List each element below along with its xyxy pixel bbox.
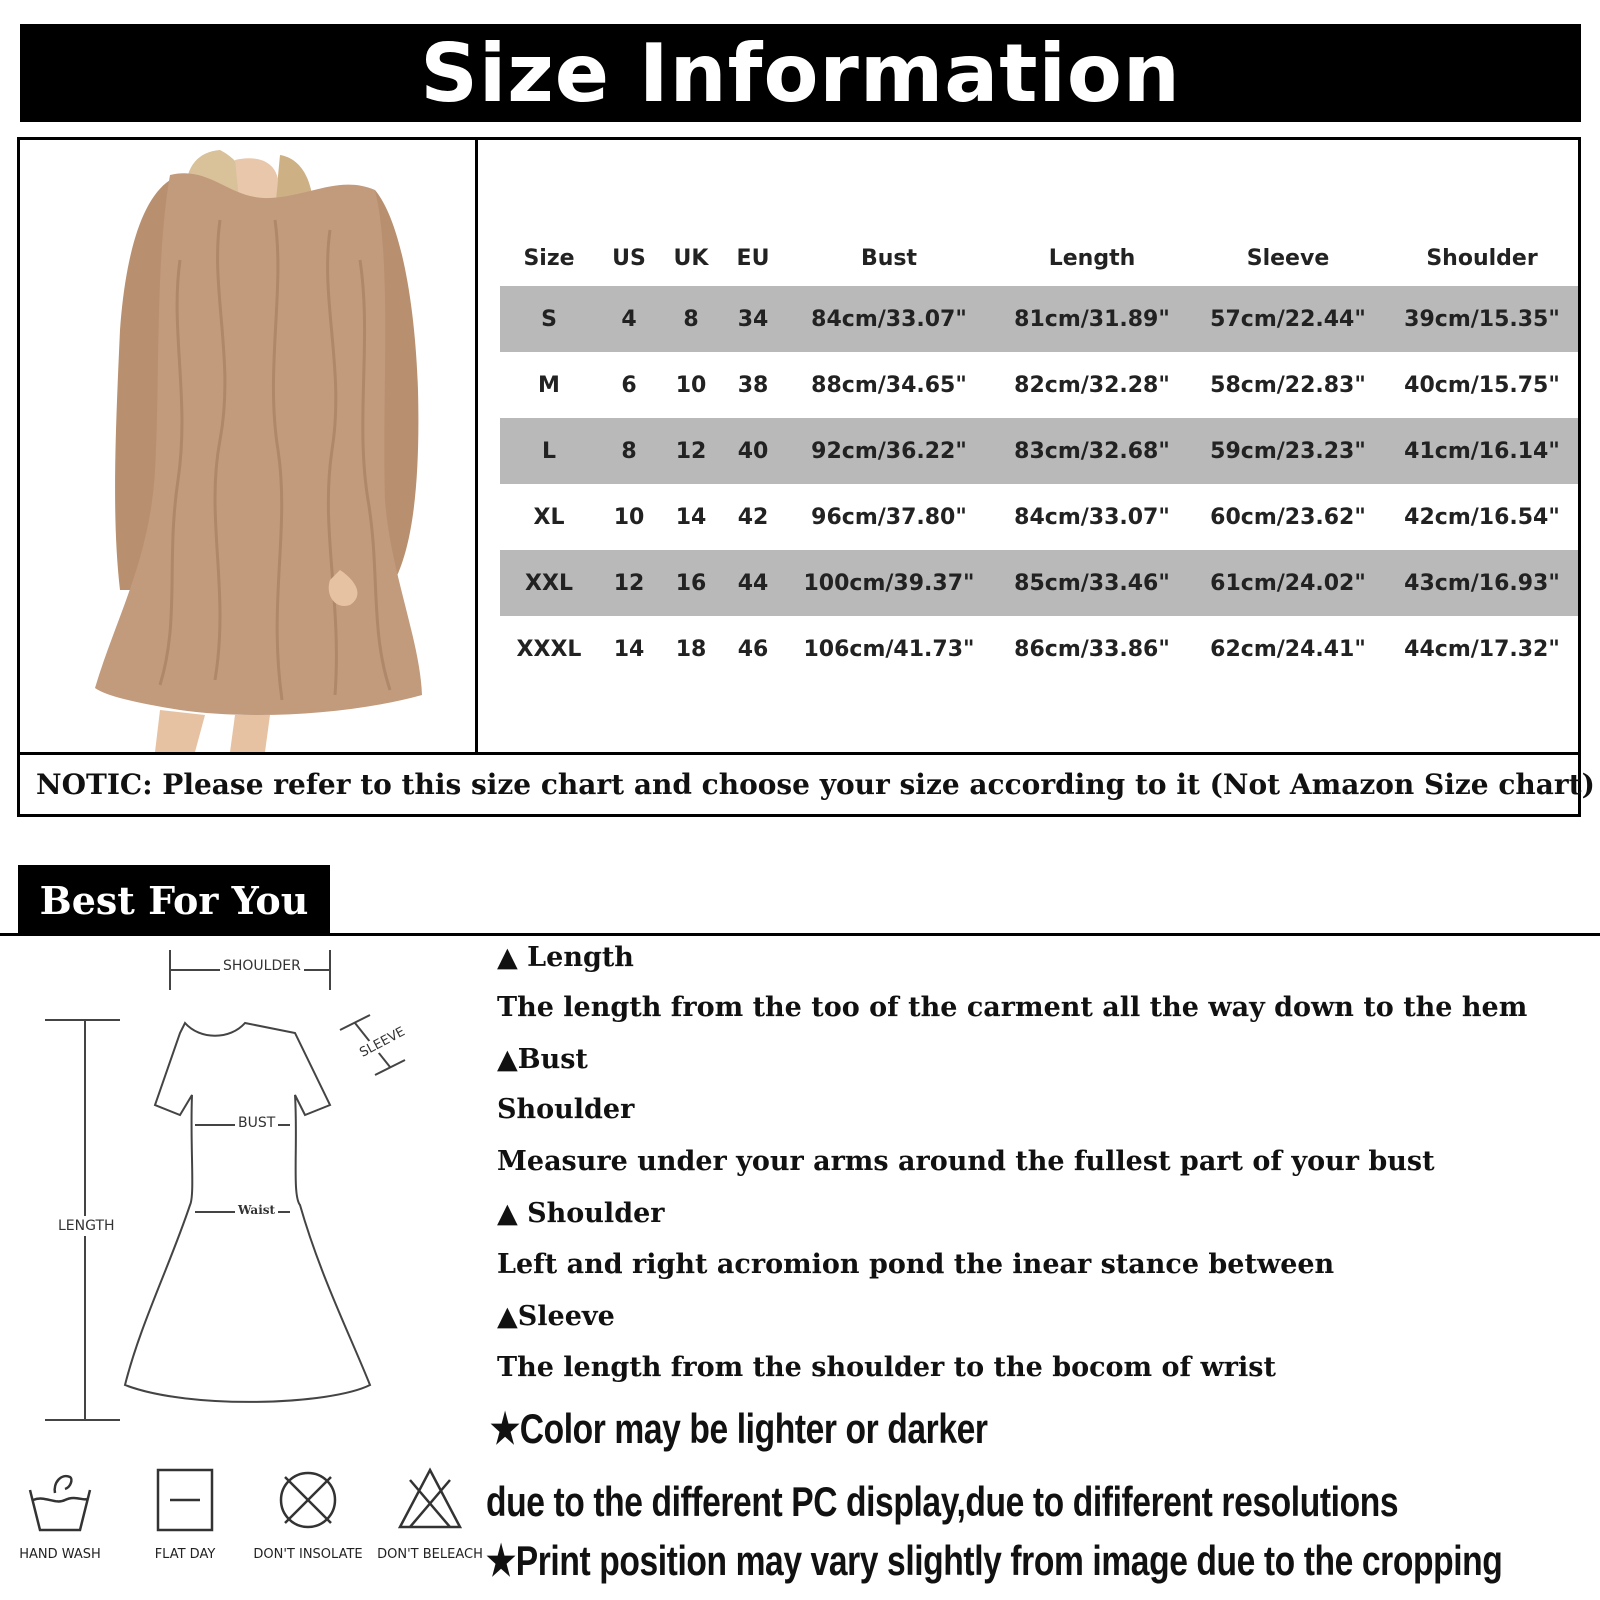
flat-dry-icon: [150, 1520, 220, 1539]
column-header: Size: [523, 245, 575, 271]
note-bust-text: Measure under your arms around the fullest part of your bust: [497, 1146, 1435, 1177]
table-cell: 44cm/17.32": [1404, 636, 1560, 662]
table-row: [500, 286, 1578, 352]
table-cell: 42: [737, 504, 769, 530]
table-cell: 92cm/36.22": [811, 438, 967, 464]
table-cell: 12: [613, 570, 645, 596]
table-cell: 46: [737, 636, 769, 662]
table-cell: 44: [737, 570, 769, 596]
table-cell: M: [538, 372, 560, 398]
table-row: [500, 418, 1578, 484]
table-cell: 39cm/15.35": [1404, 306, 1560, 332]
table-cell: S: [541, 306, 557, 332]
table-cell: 84cm/33.07": [1014, 504, 1170, 530]
section-divider: [0, 933, 1600, 936]
hand-wash-icon: [25, 1520, 95, 1539]
table-cell: 85cm/33.46": [1014, 570, 1170, 596]
disclaimer-print: ★Print position may vary slightly from image due to the cropping: [486, 1537, 1503, 1584]
table-cell: 96cm/37.80": [811, 504, 967, 530]
table-row: [500, 352, 1578, 418]
column-header: Bust: [860, 245, 918, 271]
care-item: [0, 1465, 120, 1562]
table-cell: 59cm/23.23": [1210, 438, 1366, 464]
diagram-label-length: LENGTH: [58, 1218, 115, 1234]
note-length-text: The length from the too of the carment all the way down to the hem: [497, 992, 1528, 1023]
diagram-label-sleeve: SLEEVE: [357, 1024, 408, 1061]
table-cell: 100cm/39.37": [803, 570, 975, 596]
table-cell: 88cm/34.65": [811, 372, 967, 398]
care-item: [125, 1465, 245, 1562]
table-cell: 4: [621, 306, 637, 332]
table-cell: 42cm/16.54": [1404, 504, 1560, 530]
table-cell: 43cm/16.93": [1404, 570, 1560, 596]
table-cell: 84cm/33.07": [811, 306, 967, 332]
size-table-header: [500, 230, 1578, 286]
column-header: EU: [736, 245, 770, 271]
note-bust-heading: ▲Bust: [497, 1044, 588, 1075]
table-cell: 83cm/32.68": [1014, 438, 1170, 464]
table-cell: 34: [737, 306, 769, 332]
table-cell: 58cm/22.83": [1210, 372, 1366, 398]
size-table-cell: [478, 140, 1578, 752]
table-cell: 81cm/31.89": [1014, 306, 1170, 332]
diagram-label-shoulder: SHOULDER: [220, 958, 304, 974]
disclaimer-color: ★Color may be lighter or darker: [490, 1405, 988, 1452]
care-item: [370, 1465, 490, 1562]
column-header: Length: [1048, 245, 1136, 271]
table-cell: 106cm/41.73": [803, 636, 975, 662]
diagram-label-waist: Waist: [235, 1203, 278, 1217]
column-header: Shoulder: [1426, 245, 1538, 271]
note-bust-subheading: Shoulder: [497, 1094, 635, 1125]
column-header: UK: [673, 245, 709, 271]
table-cell: 10: [613, 504, 645, 530]
page-title: Size Information: [20, 24, 1581, 122]
product-photo: [20, 140, 478, 752]
note-sleeve-heading: ▲Sleeve: [497, 1301, 615, 1332]
table-cell: 40cm/15.75": [1404, 372, 1560, 398]
table-cell: XL: [533, 504, 565, 530]
table-cell: 86cm/33.86": [1014, 636, 1170, 662]
table-cell: 82cm/32.28": [1014, 372, 1170, 398]
table-cell: 14: [613, 636, 645, 662]
size-chart-frame: [17, 137, 1595, 817]
table-cell: 40: [737, 438, 769, 464]
column-header: US: [612, 245, 646, 271]
table-cell: 8: [683, 306, 699, 332]
care-label: DON'T BELEACH: [377, 1547, 483, 1562]
note-length-heading: ▲ Length: [497, 942, 634, 973]
size-notice: NOTIC: Please refer to this size chart and choose your size according to it (Not Amazon Size chart): [20, 752, 1578, 814]
table-cell: 62cm/24.41": [1210, 636, 1366, 662]
measurement-diagram: [30, 945, 430, 1435]
table-cell: 16: [675, 570, 707, 596]
diagram-label-bust: BUST: [235, 1115, 278, 1131]
table-cell: 61cm/24.02": [1210, 570, 1366, 596]
note-shoulder-heading: ▲ Shoulder: [497, 1198, 665, 1229]
table-cell: 38: [737, 372, 769, 398]
care-label: HAND WASH: [19, 1547, 101, 1562]
table-cell: 57cm/22.44": [1210, 306, 1366, 332]
table-cell: 8: [621, 438, 637, 464]
table-cell: 60cm/23.62": [1210, 504, 1366, 530]
table-cell: L: [541, 438, 557, 464]
column-header: Sleeve: [1246, 245, 1330, 271]
do-not-tumble-icon: [273, 1520, 343, 1539]
table-row: [500, 616, 1578, 682]
table-cell: 41cm/16.14": [1404, 438, 1560, 464]
table-cell: 14: [675, 504, 707, 530]
table-row: [500, 484, 1578, 550]
table-cell: 6: [621, 372, 637, 398]
size-table: [500, 230, 1578, 682]
table-cell: XXXL: [516, 636, 582, 662]
do-not-bleach-icon: [395, 1520, 465, 1539]
table-cell: XXL: [525, 570, 573, 596]
note-sleeve-text: The length from the shoulder to the bocom of wrist: [497, 1352, 1276, 1383]
best-for-you-heading: Best For You: [18, 865, 330, 935]
care-item: [248, 1465, 368, 1562]
care-label: FLAT DAY: [154, 1547, 216, 1562]
note-shoulder-text: Left and right acromion pond the inear stance between: [497, 1249, 1335, 1280]
table-cell: 18: [675, 636, 707, 662]
table-cell: 12: [675, 438, 707, 464]
care-label: DON'T INSOLATE: [253, 1547, 363, 1562]
disclaimer-display: due to the different PC display,due to dififerent resolutions: [486, 1478, 1399, 1525]
table-row: [500, 550, 1578, 616]
table-cell: 10: [675, 372, 707, 398]
